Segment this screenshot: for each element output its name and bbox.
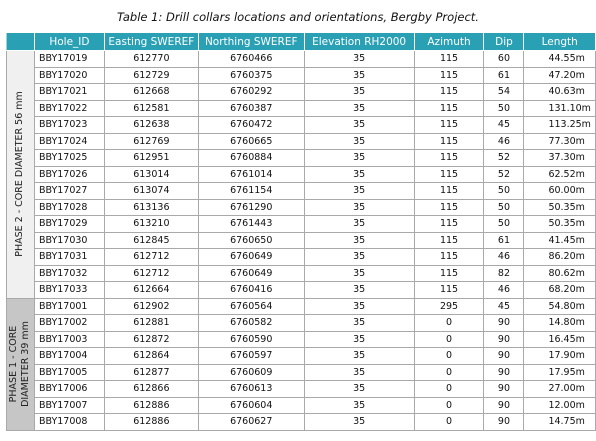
dip-cell: 50 xyxy=(484,100,524,117)
hole-id-cell: BBY17005 xyxy=(34,364,104,381)
hole-id-cell: BBY17029 xyxy=(34,216,104,233)
easting-cell: 612664 xyxy=(104,282,198,299)
length-cell: 17.90m xyxy=(524,348,596,365)
table-row xyxy=(7,216,596,233)
hole-id-cell: BBY17004 xyxy=(34,348,104,365)
length-cell: 16.45m xyxy=(524,331,596,348)
table-row xyxy=(7,249,596,266)
elevation-cell: 35 xyxy=(304,414,414,431)
easting-cell: 612845 xyxy=(104,232,198,249)
table-row xyxy=(7,199,596,216)
length-cell: 68.20m xyxy=(524,282,596,299)
easting-cell: 612877 xyxy=(104,364,198,381)
dip-cell: 50 xyxy=(484,199,524,216)
elevation-cell: 35 xyxy=(304,150,414,167)
hole-id-cell: BBY17031 xyxy=(34,249,104,266)
azimuth-cell: 115 xyxy=(414,117,484,134)
northing-cell: 6760472 xyxy=(198,117,304,134)
azimuth-cell: 0 xyxy=(414,414,484,431)
header-corner xyxy=(7,33,35,51)
length-cell: 27.00m xyxy=(524,381,596,398)
table-row xyxy=(7,282,596,299)
length-cell: 86.20m xyxy=(524,249,596,266)
hole-id-cell: BBY17003 xyxy=(34,331,104,348)
northing-cell: 6760416 xyxy=(198,282,304,299)
easting-cell: 612866 xyxy=(104,381,198,398)
header-hole-id: Hole_ID xyxy=(34,33,104,51)
hole-id-cell: BBY17025 xyxy=(34,150,104,167)
dip-cell: 61 xyxy=(484,67,524,84)
northing-cell: 6760609 xyxy=(198,364,304,381)
length-cell: 54.80m xyxy=(524,298,596,315)
azimuth-cell: 115 xyxy=(414,51,484,68)
easting-cell: 612886 xyxy=(104,414,198,431)
northing-cell: 6760613 xyxy=(198,381,304,398)
dip-cell: 45 xyxy=(484,117,524,134)
northing-cell: 6761443 xyxy=(198,216,304,233)
length-cell: 50.35m xyxy=(524,216,596,233)
phase-label-line: PHASE 1 - CORE xyxy=(8,325,20,403)
elevation-cell: 35 xyxy=(304,381,414,398)
length-cell: 40.63m xyxy=(524,84,596,101)
azimuth-cell: 0 xyxy=(414,397,484,414)
azimuth-cell: 295 xyxy=(414,298,484,315)
table-row xyxy=(7,265,596,282)
hole-id-cell: BBY17027 xyxy=(34,183,104,200)
hole-id-cell: BBY17007 xyxy=(34,397,104,414)
header-azimuth: Azimuth xyxy=(414,33,484,51)
elevation-cell: 35 xyxy=(304,84,414,101)
elevation-cell: 35 xyxy=(304,133,414,150)
phase-label-line: PHASE 2 - CORE DIAMETER 56 mm xyxy=(14,91,26,258)
dip-cell: 46 xyxy=(484,282,524,299)
easting-cell: 613136 xyxy=(104,199,198,216)
dip-cell: 61 xyxy=(484,232,524,249)
table-row xyxy=(7,117,596,134)
length-cell: 62.52m xyxy=(524,166,596,183)
azimuth-cell: 115 xyxy=(414,216,484,233)
easting-cell: 612881 xyxy=(104,315,198,332)
length-cell: 17.95m xyxy=(524,364,596,381)
length-cell: 47.20m xyxy=(524,67,596,84)
table-row xyxy=(7,414,596,431)
elevation-cell: 35 xyxy=(304,282,414,299)
table-row xyxy=(7,100,596,117)
dip-cell: 54 xyxy=(484,84,524,101)
elevation-cell: 35 xyxy=(304,397,414,414)
table-row xyxy=(7,67,596,84)
northing-cell: 6760375 xyxy=(198,67,304,84)
header-length: Length xyxy=(524,33,596,51)
easting-cell: 612769 xyxy=(104,133,198,150)
header-easting: Easting SWEREF xyxy=(104,33,198,51)
length-cell: 41.45m xyxy=(524,232,596,249)
easting-cell: 612712 xyxy=(104,265,198,282)
azimuth-cell: 115 xyxy=(414,150,484,167)
length-cell: 80.62m xyxy=(524,265,596,282)
table-row xyxy=(7,331,596,348)
dip-cell: 90 xyxy=(484,315,524,332)
dip-cell: 52 xyxy=(484,150,524,167)
length-cell: 50.35m xyxy=(524,199,596,216)
northing-cell: 6760627 xyxy=(198,414,304,431)
phase-label xyxy=(14,91,26,257)
elevation-cell: 35 xyxy=(304,364,414,381)
azimuth-cell: 115 xyxy=(414,265,484,282)
elevation-cell: 35 xyxy=(304,348,414,365)
dip-cell: 52 xyxy=(484,166,524,183)
azimuth-cell: 115 xyxy=(414,249,484,266)
elevation-cell: 35 xyxy=(304,117,414,134)
easting-cell: 612581 xyxy=(104,100,198,117)
azimuth-cell: 115 xyxy=(414,232,484,249)
northing-cell: 6761014 xyxy=(198,166,304,183)
hole-id-cell: BBY17026 xyxy=(34,166,104,183)
easting-cell: 612668 xyxy=(104,84,198,101)
northing-cell: 6760604 xyxy=(198,397,304,414)
table-row xyxy=(7,315,596,332)
azimuth-cell: 0 xyxy=(414,348,484,365)
azimuth-cell: 115 xyxy=(414,166,484,183)
hole-id-cell: BBY17032 xyxy=(34,265,104,282)
length-cell: 131.10m xyxy=(524,100,596,117)
phase-label-cell xyxy=(7,298,35,430)
easting-cell: 612902 xyxy=(104,298,198,315)
elevation-cell: 35 xyxy=(304,315,414,332)
table-row xyxy=(7,232,596,249)
table-caption: Table 1: Drill collars locations and orientations, Bergby Project. xyxy=(117,10,479,24)
hole-id-cell: BBY17022 xyxy=(34,100,104,117)
table-row xyxy=(7,166,596,183)
elevation-cell: 35 xyxy=(304,183,414,200)
elevation-cell: 35 xyxy=(304,51,414,68)
northing-cell: 6761290 xyxy=(198,199,304,216)
northing-cell: 6760582 xyxy=(198,315,304,332)
elevation-cell: 35 xyxy=(304,67,414,84)
northing-cell: 6760387 xyxy=(198,100,304,117)
elevation-cell: 35 xyxy=(304,100,414,117)
easting-cell: 612638 xyxy=(104,117,198,134)
northing-cell: 6760597 xyxy=(198,348,304,365)
hole-id-cell: BBY17028 xyxy=(34,199,104,216)
elevation-cell: 35 xyxy=(304,166,414,183)
dip-cell: 46 xyxy=(484,133,524,150)
table-row xyxy=(7,397,596,414)
dip-cell: 50 xyxy=(484,183,524,200)
easting-cell: 612951 xyxy=(104,150,198,167)
northing-cell: 6760466 xyxy=(198,51,304,68)
azimuth-cell: 115 xyxy=(414,282,484,299)
elevation-cell: 35 xyxy=(304,199,414,216)
table-row xyxy=(7,348,596,365)
table-row xyxy=(7,364,596,381)
easting-cell: 612770 xyxy=(104,51,198,68)
dip-cell: 50 xyxy=(484,216,524,233)
header-elevation: Elevation RH2000 xyxy=(304,33,414,51)
northing-cell: 6760665 xyxy=(198,133,304,150)
azimuth-cell: 115 xyxy=(414,183,484,200)
dip-cell: 60 xyxy=(484,51,524,68)
table-row xyxy=(7,183,596,200)
northing-cell: 6760650 xyxy=(198,232,304,249)
easting-cell: 612872 xyxy=(104,331,198,348)
length-cell: 14.75m xyxy=(524,414,596,431)
northing-cell: 6760649 xyxy=(198,265,304,282)
hole-id-cell: BBY17021 xyxy=(34,84,104,101)
elevation-cell: 35 xyxy=(304,216,414,233)
elevation-cell: 35 xyxy=(304,232,414,249)
dip-cell: 90 xyxy=(484,397,524,414)
azimuth-cell: 115 xyxy=(414,133,484,150)
elevation-cell: 35 xyxy=(304,265,414,282)
azimuth-cell: 115 xyxy=(414,199,484,216)
dip-cell: 90 xyxy=(484,364,524,381)
table-row xyxy=(7,298,596,315)
elevation-cell: 35 xyxy=(304,298,414,315)
easting-cell: 613210 xyxy=(104,216,198,233)
phase-label-line: DIAMETER 39 mm xyxy=(20,321,32,407)
easting-cell: 612712 xyxy=(104,249,198,266)
dip-cell: 46 xyxy=(484,249,524,266)
hole-id-cell: BBY17019 xyxy=(34,51,104,68)
table-row xyxy=(7,133,596,150)
hole-id-cell: BBY17006 xyxy=(34,381,104,398)
hole-id-cell: BBY17008 xyxy=(34,414,104,431)
hole-id-cell: BBY17030 xyxy=(34,232,104,249)
table-row xyxy=(7,150,596,167)
dip-cell: 90 xyxy=(484,381,524,398)
header-dip: Dip xyxy=(484,33,524,51)
header-row xyxy=(7,33,596,51)
dip-cell: 90 xyxy=(484,348,524,365)
easting-cell: 613014 xyxy=(104,166,198,183)
table-body xyxy=(7,51,596,431)
northing-cell: 6760649 xyxy=(198,249,304,266)
azimuth-cell: 0 xyxy=(414,381,484,398)
table-row xyxy=(7,84,596,101)
length-cell: 77.30m xyxy=(524,133,596,150)
northing-cell: 6760292 xyxy=(198,84,304,101)
phase-label-cell xyxy=(7,51,35,299)
dip-cell: 90 xyxy=(484,414,524,431)
length-cell: 60.00m xyxy=(524,183,596,200)
elevation-cell: 35 xyxy=(304,249,414,266)
northing-cell: 6760564 xyxy=(198,298,304,315)
length-cell: 37.30m xyxy=(524,150,596,167)
northing-cell: 6761154 xyxy=(198,183,304,200)
dip-cell: 82 xyxy=(484,265,524,282)
hole-id-cell: BBY17023 xyxy=(34,117,104,134)
header-northing: Northing SWEREF xyxy=(198,33,304,51)
length-cell: 12.00m xyxy=(524,397,596,414)
hole-id-cell: BBY17002 xyxy=(34,315,104,332)
easting-cell: 612864 xyxy=(104,348,198,365)
drill-collars-table xyxy=(6,32,596,431)
table-row xyxy=(7,51,596,68)
azimuth-cell: 115 xyxy=(414,84,484,101)
northing-cell: 6760884 xyxy=(198,150,304,167)
azimuth-cell: 0 xyxy=(414,364,484,381)
azimuth-cell: 115 xyxy=(414,100,484,117)
hole-id-cell: BBY17024 xyxy=(34,133,104,150)
dip-cell: 90 xyxy=(484,331,524,348)
azimuth-cell: 115 xyxy=(414,67,484,84)
table-row xyxy=(7,381,596,398)
azimuth-cell: 0 xyxy=(414,315,484,332)
easting-cell: 613074 xyxy=(104,183,198,200)
northing-cell: 6760590 xyxy=(198,331,304,348)
easting-cell: 612886 xyxy=(104,397,198,414)
length-cell: 14.80m xyxy=(524,315,596,332)
hole-id-cell: BBY17001 xyxy=(34,298,104,315)
hole-id-cell: BBY17033 xyxy=(34,282,104,299)
elevation-cell: 35 xyxy=(304,331,414,348)
azimuth-cell: 0 xyxy=(414,331,484,348)
dip-cell: 45 xyxy=(484,298,524,315)
hole-id-cell: BBY17020 xyxy=(34,67,104,84)
easting-cell: 612729 xyxy=(104,67,198,84)
length-cell: 44.55m xyxy=(524,51,596,68)
phase-label xyxy=(8,321,32,407)
length-cell: 113.25m xyxy=(524,117,596,134)
